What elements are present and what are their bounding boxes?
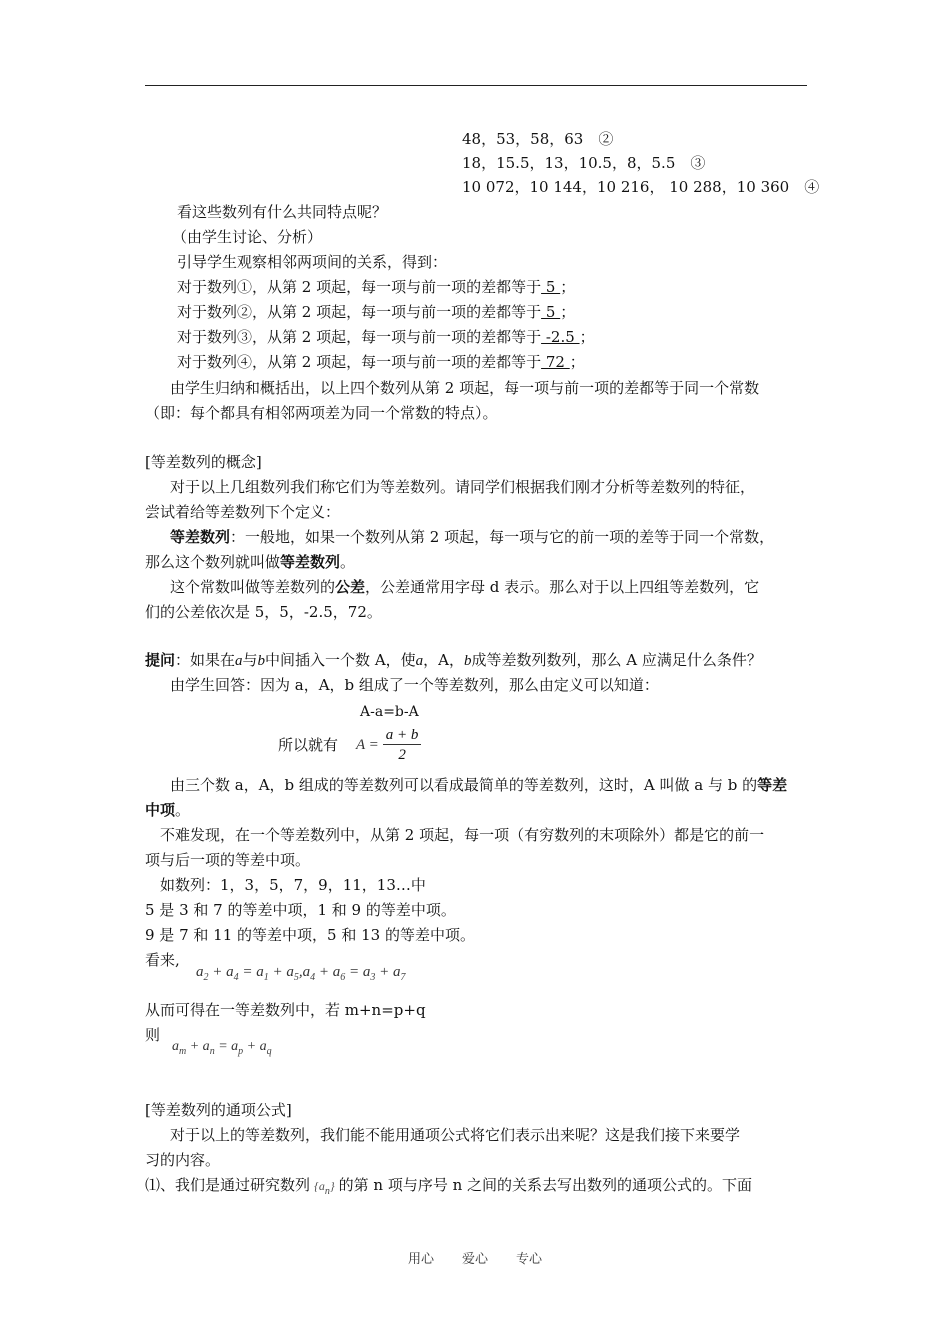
- sequence-3: 18，15.5，13，10.5，8，5.5 ③: [462, 154, 706, 172]
- formula-index-sum: $a_m + a_n = a_p + a_q$: [172, 1039, 272, 1057]
- answer-line: 由学生回答：因为 a，A，b 组成了一个等差数列，那么由定义可以知道：: [170, 676, 659, 694]
- example-line: 如数列：1，3，5，7，9，11，13…中: [160, 876, 426, 894]
- formula-middle-terms: $a_2 + a_4 = a_1 + a_5,a_4 + a_6 = a_3 + a_7$: [196, 964, 406, 983]
- definition-line-2: 那么这个数列就叫做等差数列。: [145, 553, 356, 571]
- common-difference-line-1: 这个常数叫做等差数列的公差，公差通常用字母 d 表示。那么对于以上四组等差数列，它: [170, 578, 760, 596]
- question-text: 看这些数列有什么共同特点呢？: [177, 203, 388, 221]
- middle-p2a: 不难发现，在一个等差数列中，从第 2 项起，每一项（有穷数列的末项除外）都是它的前一: [160, 826, 765, 844]
- footer-text-2: 爱心: [461, 1252, 488, 1267]
- look-label: 看来,: [145, 951, 180, 969]
- guide-text: 引导学生观察相邻两项间的关系，得到：: [177, 253, 448, 271]
- then-label: 则: [145, 1026, 161, 1044]
- property-line: 从而可得在一等差数列中，若 m+n=p+q: [145, 1001, 426, 1019]
- example-line-3: 9 是 7 和 11 的等差中项，5 和 13 的等差中项。: [145, 926, 475, 944]
- summary-line-1: 由学生归纳和概括出，以上四个数列从第 2 项起，每一项与前一项的差都等于同一个常数: [170, 379, 760, 397]
- seq1-line: 对于数列①，从第 2 项起，每一项与前一项的差都等于 5 ；: [177, 278, 576, 296]
- header-rule: [145, 85, 807, 86]
- question-line: 提问：如果在a与b中间插入一个数 A，使a，A，b成等差数列数列，那么 A 应满足什么条件？: [145, 651, 762, 669]
- sequence-4: 10 072，10 144，10 216， 10 288，10 360 ④: [462, 178, 820, 196]
- seq2-line: 对于数列②，从第 2 项起，每一项与前一项的差都等于 5 ；: [177, 303, 576, 321]
- middle-p2b: 项与后一项的等差中项。: [145, 851, 311, 869]
- equation-1: A-a=b-A: [360, 704, 419, 720]
- footer-text-3: 专心: [516, 1252, 543, 1267]
- footer-text-1: 用心: [407, 1252, 434, 1267]
- discussion-note: （由学生讨论、分析）: [172, 228, 323, 246]
- summary-line-2: （即：每个都具有相邻两项差为同一个常数的特点）。: [145, 404, 498, 422]
- example-line-2: 5 是 3 和 7 的等差中项，1 和 9 的等差中项。: [145, 901, 456, 919]
- general-heading: [等差数列的通项公式]: [145, 1101, 292, 1119]
- middle-p1b: 中项。: [145, 801, 191, 819]
- concept-p1a: 对于以上几组数列我们称它们为等差数列。请同学们根据我们刚才分析等差数列的特征，: [170, 478, 756, 496]
- concept-p1b: 尝试着给等差数列下个定义：: [145, 503, 341, 521]
- concept-heading: [等差数列的概念]: [145, 453, 262, 471]
- so-label: 所以就有: [278, 736, 339, 754]
- footer: [0, 1248, 950, 1267]
- seq4-line: 对于数列④，从第 2 项起，每一项与前一项的差都等于 72 ；: [177, 353, 585, 371]
- sequence-2: 48，53，58，63 ②: [462, 130, 614, 148]
- common-difference-line-2: 们的公差依次是 5，5，-2.5，72。: [145, 603, 382, 621]
- definition-line-1: 等差数列：一般地，如果一个数列从第 2 项起，每一项与它的前一项的差等于同一个常数，: [170, 528, 775, 546]
- seq3-line: 对于数列③，从第 2 项起，每一项与前一项的差都等于 -2.5 ；: [177, 328, 595, 346]
- sequence-notation: $\{a_n\}$: [314, 1179, 335, 1197]
- general-p1a: 对于以上的等差数列，我们能不能用通项公式将它们表示出来呢？这是我们接下来要学: [170, 1126, 741, 1144]
- general-p1b: 习的内容。: [145, 1151, 221, 1169]
- general-p2: ⑴、我们是通过研究数列 $\{a_n\}$ 的第 n 项与序号 n 之间的关系去写出数列的通项公式的。下面: [145, 1176, 753, 1197]
- middle-p1a: 由三个数 a，A，b 组成的等差数列可以看成最简单的等差数列，这时，A 叫做 a 与 b 的等差: [170, 776, 788, 794]
- mean-formula: A = $\frac{a + b}{2}$: [356, 722, 421, 768]
